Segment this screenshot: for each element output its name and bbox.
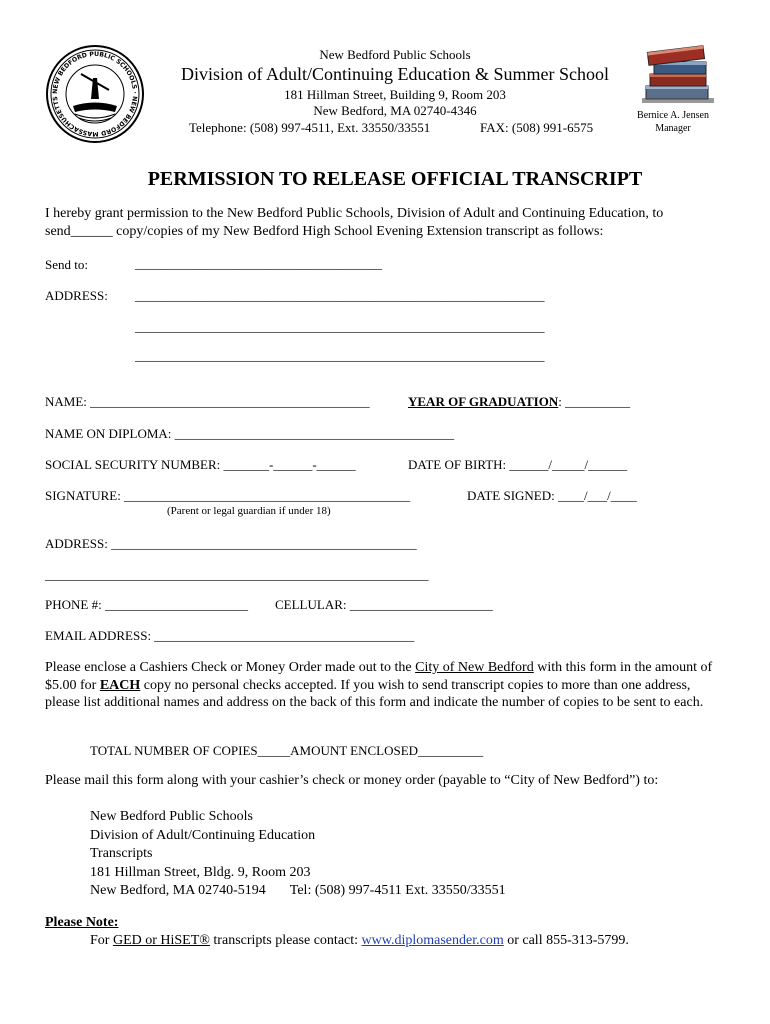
note-text: For GED or HiSET® transcripts please contact: www.diplomasender.com or call 855-313-5799. (90, 933, 629, 948)
header-phone: Telephone: (508) 997-4511, Ext. 33550/33551 (189, 120, 431, 135)
form-title: PERMISSION TO RELEASE OFFICIAL TRANSCRIPT (147, 168, 643, 190)
send-to-field[interactable]: ______________________________________ (135, 256, 382, 271)
name-field[interactable]: NAME: ___________________________________________ (45, 394, 370, 409)
mailing-address: New Bedford Public Schools Division of Adult/Continuing Education Transcripts 181 Hillman Street, Bldg. 9, Room 203 New Bedford, MA 02740-5194 Tel: (508) 997-4511 Ext. 33550/33551 (90, 809, 506, 898)
cellular-field[interactable]: CELLULAR: ______________________ (275, 597, 493, 612)
school-seal-logo (45, 44, 145, 144)
applicant-address-field-2[interactable]: ___________________________________________________________ (45, 567, 429, 582)
header-street: 181 Hillman Street, Building 9, Room 203 (284, 87, 506, 102)
address-field-2[interactable]: _______________________________________________________________ (135, 319, 545, 334)
manager-name: Bernice A. Jensen (637, 110, 709, 121)
intro-line-2: send______ copy/copies of my New Bedford High School Evening Extension transcript as follows: (45, 224, 604, 239)
date-signed-field[interactable]: DATE SIGNED: ____/___/____ (467, 488, 637, 503)
each-emphasis: EACH (99, 677, 141, 693)
header-fax: FAX: (508) 991-6575 (480, 120, 594, 135)
diplomasender-link[interactable]: www.diplomasender.com (361, 933, 504, 948)
mailing-telephone: Tel: (508) 997-4511 Ext. 33550/33551 (289, 883, 506, 898)
applicant-address-field-1[interactable]: ADDRESS: _______________________________________________ (45, 536, 417, 551)
ged-hiset-text: GED or HiSET® (112, 933, 210, 948)
year-of-graduation-label: YEAR OF GRADUATION (408, 394, 559, 409)
name-on-diploma-field[interactable]: NAME ON DIPLOMA: ___________________________________________ (45, 426, 455, 441)
header-org: New Bedford Public Schools (319, 47, 471, 62)
please-note-label: Please Note: (45, 915, 119, 930)
city-of-new-bedford: City of New Bedford (415, 660, 534, 675)
mail-instructions: Please mail this form along with your cashier’s check or money order (payable to “City of New Bedford”) to: (45, 773, 659, 788)
address-label: ADDRESS: (45, 288, 108, 303)
address-field-3[interactable]: _______________________________________________________________ (135, 348, 545, 363)
send-to-label: Send to: (45, 257, 88, 272)
year-of-graduation-field[interactable]: : __________ (558, 394, 631, 409)
svg-text:NEW BEDFORD PUBLIC SCHOOLS · N: NEW BEDFORD PUBLIC SCHOOLS · NEW BEDFORD MASSACHUSETTS (51, 50, 139, 138)
books-icon (640, 42, 716, 106)
date-of-birth-field[interactable]: DATE OF BIRTH: ______/_____/______ (408, 457, 628, 472)
signature-field[interactable]: SIGNATURE: ____________________________________________ (45, 488, 411, 503)
header-division: Division of Adult/Continuing Education & Summer School (181, 64, 609, 84)
header-city: New Bedford, MA 02740-4346 (313, 103, 477, 118)
email-field[interactable]: EMAIL ADDRESS: ________________________________________ (45, 628, 415, 643)
address-field-1[interactable]: _______________________________________________________________ (135, 288, 545, 303)
guardian-note: (Parent or legal guardian if under 18) (167, 505, 331, 517)
phone-field[interactable]: PHONE #: ______________________ (45, 597, 248, 612)
intro-line-1: I hereby grant permission to the New Bedford Public Schools, Division of Adult and Continuing Education, to (45, 206, 664, 221)
totals-field[interactable]: TOTAL NUMBER OF COPIES_____AMOUNT ENCLOSED__________ (90, 743, 484, 758)
payment-instructions: Please enclose a Cashiers Check or Money Order made out to the City of New Bedford with this form in the amount of $5.00 for EACH copy no personal checks accepted. If you wish to send transcript copies to more than one address, please list additional names and address on the back of this form and indicate the number of copies to be sent to each. (45, 660, 713, 710)
ssn-field[interactable]: SOCIAL SECURITY NUMBER: _______-______-______ (45, 457, 356, 472)
manager-title: Manager (655, 123, 691, 134)
